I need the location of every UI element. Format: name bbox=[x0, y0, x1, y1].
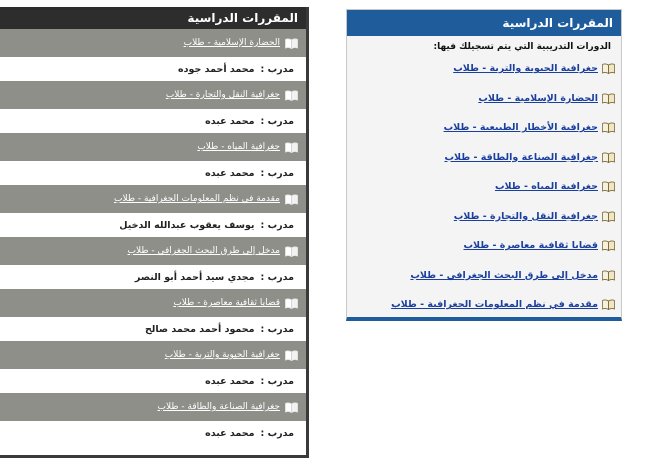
open-book-icon bbox=[602, 93, 615, 104]
enrolled-course-item[interactable] bbox=[347, 172, 621, 202]
enrolled-course-item[interactable] bbox=[347, 143, 621, 173]
enrolled-course-item[interactable] bbox=[347, 261, 621, 291]
open-book-icon bbox=[602, 181, 615, 192]
left-course-row[interactable] bbox=[0, 393, 306, 421]
trainer-name: يوسف يعقوب عبدالله الدخيل bbox=[119, 219, 255, 231]
enrolled-course-item[interactable] bbox=[347, 113, 621, 143]
trainer-name: محمد عبده bbox=[205, 427, 255, 439]
open-book-icon bbox=[285, 38, 298, 49]
left-course-list bbox=[0, 29, 306, 445]
left-panel-title: المقررات الدراسية bbox=[0, 7, 306, 29]
enrolled-course-link[interactable]: مقدمة في نظم المعلومات الجغرافية - طلاب bbox=[391, 299, 598, 311]
enrolled-course-item[interactable] bbox=[347, 231, 621, 261]
trainer-prefix: مدرب : bbox=[260, 167, 294, 179]
open-book-icon bbox=[285, 298, 298, 309]
trainer-prefix: مدرب : bbox=[260, 115, 294, 127]
open-book-icon bbox=[602, 152, 615, 163]
open-book-icon bbox=[602, 240, 615, 251]
enrolled-course-link[interactable]: جغرافية المياه - طلاب bbox=[494, 181, 598, 193]
open-book-icon bbox=[602, 211, 615, 222]
open-book-icon bbox=[285, 194, 298, 205]
enrolled-course-list bbox=[347, 52, 621, 320]
enrolled-course-link[interactable]: مدخل إلى طرق البحث الجغرافي - طلاب bbox=[410, 269, 598, 281]
left-course-row[interactable] bbox=[0, 341, 306, 369]
right-courses-panel bbox=[346, 9, 622, 321]
open-book-icon bbox=[285, 90, 298, 101]
enrolled-course-link[interactable]: جغرافية الحيوية والتربة - طلاب bbox=[453, 63, 598, 75]
enrolled-course-item[interactable] bbox=[347, 290, 621, 320]
course-link[interactable]: جغرافية الصناعة والطاقة - طلاب bbox=[157, 402, 280, 412]
enrolled-course-item[interactable] bbox=[347, 84, 621, 114]
trainer-row bbox=[0, 57, 306, 81]
trainer-row bbox=[0, 213, 306, 237]
trainer-name: مجدي سيد أحمد أبو النصر bbox=[134, 271, 255, 283]
left-course-row[interactable] bbox=[0, 81, 306, 109]
course-link[interactable]: جغرافية النقل والتجارة - طلاب bbox=[165, 90, 280, 100]
open-book-icon bbox=[285, 402, 298, 413]
left-course-row[interactable] bbox=[0, 237, 306, 265]
enrolled-course-link[interactable]: جغرافية الأخطار الطبيعية - طلاب bbox=[443, 122, 598, 134]
open-book-icon bbox=[285, 350, 298, 361]
left-course-row[interactable] bbox=[0, 289, 306, 317]
trainer-row bbox=[0, 317, 306, 341]
enrolled-course-link[interactable]: جغرافية النقل والتجارة - طلاب bbox=[453, 210, 598, 222]
trainer-prefix: مدرب : bbox=[260, 271, 294, 283]
course-link[interactable]: مقدمة في نظم المعلومات الجغرافية - طلاب bbox=[114, 194, 280, 204]
open-book-icon bbox=[602, 299, 615, 310]
left-course-row[interactable] bbox=[0, 29, 306, 57]
left-courses-panel bbox=[0, 7, 309, 458]
trainer-name: محمد عبده bbox=[205, 115, 255, 127]
course-link[interactable]: الحضارة الإسلامية - طلاب bbox=[183, 38, 280, 48]
trainer-row bbox=[0, 109, 306, 133]
open-book-icon bbox=[602, 270, 615, 281]
open-book-icon bbox=[285, 246, 298, 257]
open-book-icon bbox=[602, 122, 615, 133]
enrolled-course-link[interactable]: قضايا ثقافية معاصرة - طلاب bbox=[463, 240, 598, 252]
enrolled-course-link[interactable]: الحضارة الإسلامية - طلاب bbox=[478, 92, 598, 104]
enrolled-course-item[interactable] bbox=[347, 54, 621, 84]
trainer-prefix: مدرب : bbox=[260, 375, 294, 387]
enrolled-intro-text: الدورات التدريبية التي يتم تسجيلك فيها: bbox=[433, 42, 611, 52]
trainer-prefix: مدرب : bbox=[260, 63, 294, 75]
trainer-name: محمود أحمد محمد صالح bbox=[144, 323, 255, 335]
trainer-name: محمد عبده bbox=[205, 167, 255, 179]
trainer-prefix: مدرب : bbox=[260, 219, 294, 231]
trainer-prefix: مدرب : bbox=[260, 323, 294, 335]
trainer-row bbox=[0, 161, 306, 185]
trainer-row bbox=[0, 421, 306, 445]
course-link[interactable]: مدخل إلى طرق البحث الجغرافي - طلاب bbox=[127, 246, 280, 256]
course-link[interactable]: جغرافية الحيوية والتربة - طلاب bbox=[164, 350, 280, 360]
trainer-row bbox=[0, 265, 306, 289]
trainer-prefix: مدرب : bbox=[260, 427, 294, 439]
enrolled-course-link[interactable]: جغرافية الصناعة والطاقة - طلاب bbox=[444, 151, 598, 163]
course-link[interactable]: قضايا ثقافية معاصرة - طلاب bbox=[173, 298, 280, 308]
trainer-row bbox=[0, 369, 306, 393]
open-book-icon bbox=[285, 142, 298, 153]
trainer-name: محمد عبده bbox=[205, 375, 255, 387]
course-link[interactable]: جغرافية المياه - طلاب bbox=[197, 142, 280, 152]
left-course-row[interactable] bbox=[0, 133, 306, 161]
right-panel-title: المقررات الدراسية bbox=[347, 10, 621, 36]
trainer-name: محمد أحمد جوده bbox=[178, 63, 255, 75]
left-course-row[interactable] bbox=[0, 185, 306, 213]
enrolled-course-item[interactable] bbox=[347, 202, 621, 232]
open-book-icon bbox=[602, 63, 615, 74]
